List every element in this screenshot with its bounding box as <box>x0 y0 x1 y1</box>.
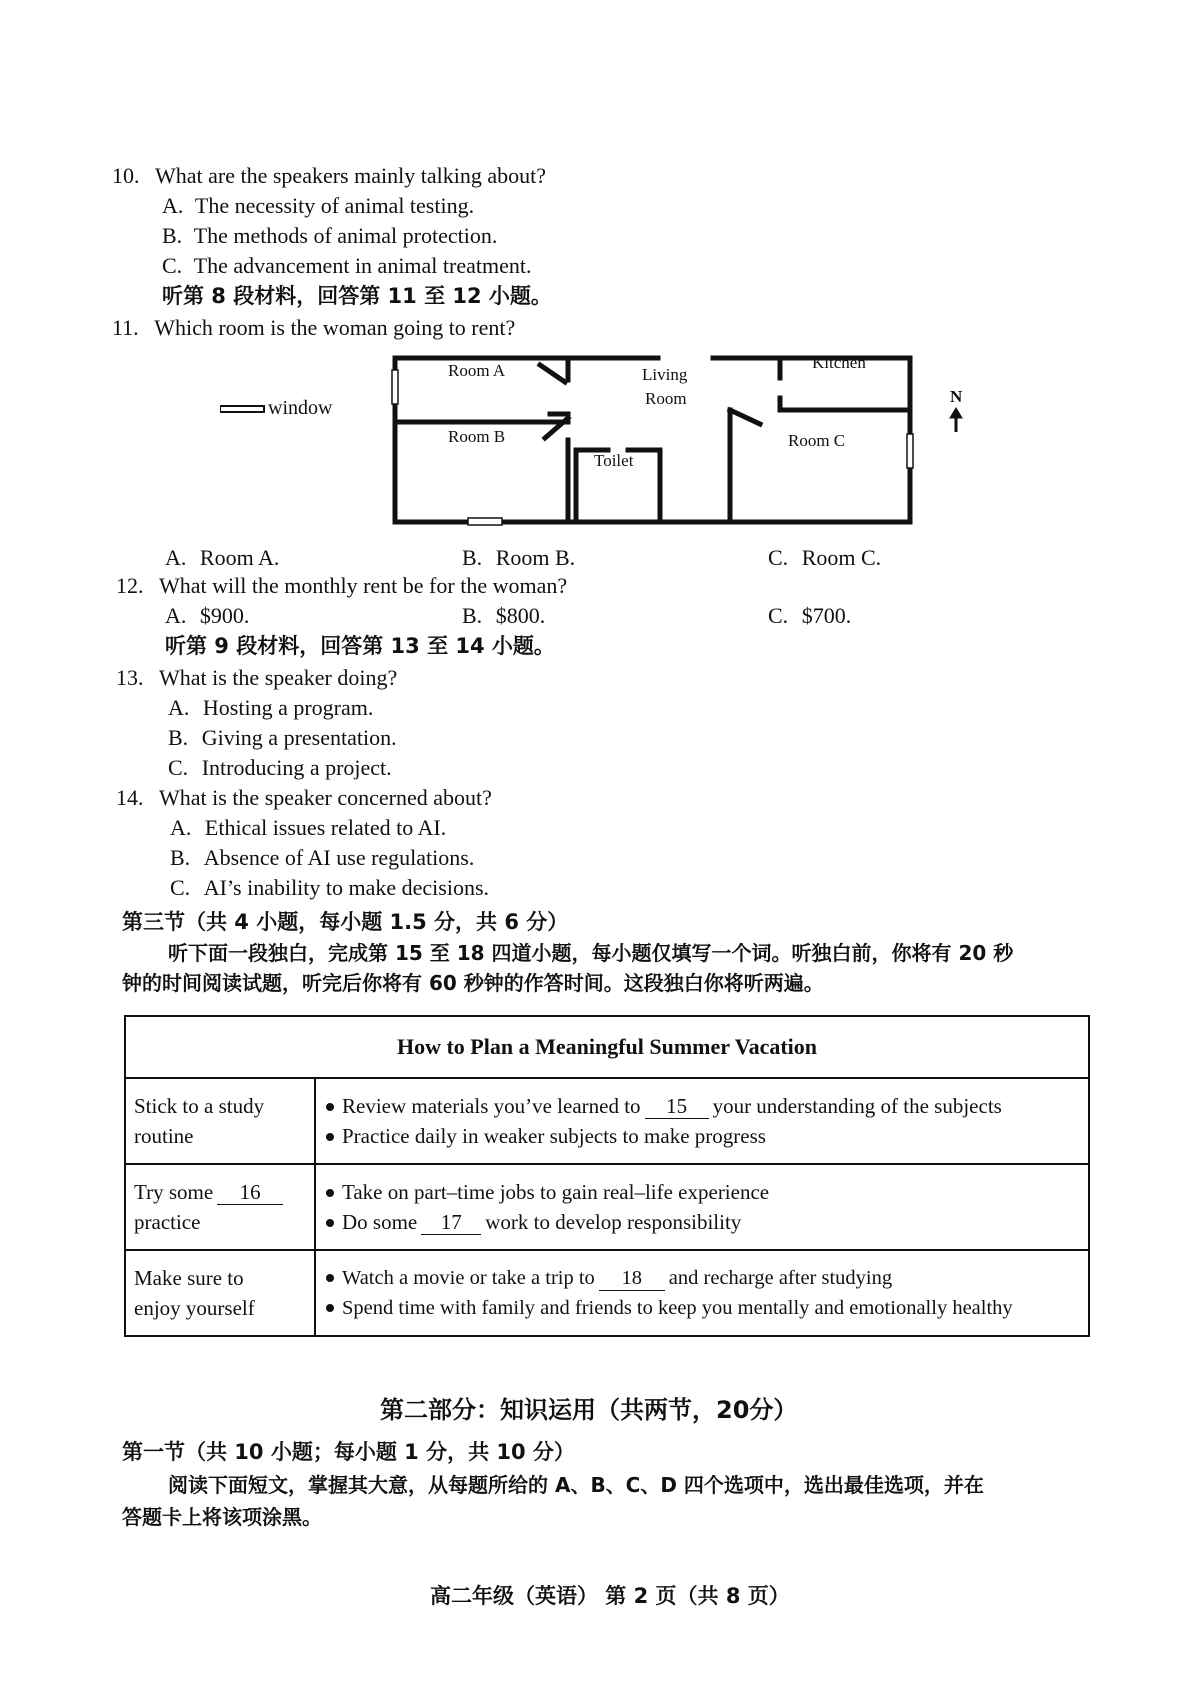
part2-instruction-line2: 答题卡上将该项涂黑。 <box>122 1505 322 1529</box>
row1-bullet-2: Practice daily in weaker subjects to make progress <box>324 1121 1080 1151</box>
table-row <box>125 1250 1089 1336</box>
q14-stem-text: What is the speaker concerned about? <box>159 785 492 810</box>
q13-stem <box>116 664 397 692</box>
bullet-icon <box>326 1103 334 1111</box>
q11-option-b: B. Room B. <box>462 545 576 570</box>
row3-bullet-1: Watch a movie or take a trip to 18 and recharge after studying <box>324 1263 1080 1293</box>
q11-stem-text: Which room is the woman going to rent? <box>154 315 516 340</box>
bullet-icon <box>326 1274 334 1282</box>
row1-category: Stick to a study routine <box>125 1078 315 1164</box>
label-living-2: Room <box>645 389 687 408</box>
q13-option-c: C. Introducing a project. <box>168 755 392 780</box>
row1-details <box>315 1078 1089 1164</box>
label-kitchen: Kitchen <box>812 353 866 372</box>
q12-stem <box>116 572 567 600</box>
bullet-icon <box>326 1219 334 1227</box>
row3-category: Make sure to enjoy yourself <box>125 1250 315 1336</box>
q13-stem-text: What is the speaker doing? <box>159 665 398 690</box>
blank-16[interactable]: 16 <box>217 1180 283 1205</box>
table-row <box>125 1078 1089 1164</box>
q10-number: 10. <box>112 163 140 188</box>
window-legend-symbol <box>220 406 264 412</box>
row3-details <box>315 1250 1089 1336</box>
window-left-wall <box>392 370 398 404</box>
summer-vacation-table <box>124 1015 1090 1337</box>
q13-option-a: A. Hosting a program. <box>168 695 374 720</box>
q11-option-c: C. Room C. <box>768 545 882 570</box>
table-title: How to Plan a Meaningful Summer Vacation <box>125 1016 1089 1078</box>
q10-stem <box>112 162 546 190</box>
row3-bullet-2: Spend time with family and friends to keep you mentally and emotionally healthy <box>324 1293 1080 1323</box>
q14-option-a: A. Ethical issues related to AI. <box>170 815 447 840</box>
floor-plan-diagram <box>220 350 980 530</box>
q10-option-c: C. The advancement in animal treatment. <box>162 253 532 278</box>
row2-details <box>315 1164 1089 1250</box>
door-roomA <box>540 365 565 382</box>
bullet-icon <box>326 1133 334 1141</box>
window-bottom-wall <box>468 518 502 525</box>
q14-option-c: C. AI’s inability to make decisions. <box>170 875 490 900</box>
q11-number: 11. <box>112 315 139 340</box>
q13-option-b: B. Giving a presentation. <box>168 725 397 750</box>
label-room-a: Room A <box>448 361 506 380</box>
q10-option-a: A. The necessity of animal testing. <box>162 193 475 218</box>
door-roomC <box>730 410 760 424</box>
q11-option-a: A. Room A. <box>165 545 280 570</box>
q10-option-b: B. The methods of animal protection. <box>162 223 498 248</box>
table-row <box>125 1164 1089 1250</box>
q12-stem-text: What will the monthly rent be for the woman? <box>159 573 568 598</box>
label-north: N <box>950 387 963 406</box>
row1-bullet-1: Review materials you’ve learned to 15 your understanding of the subjects <box>324 1091 1080 1121</box>
q12-number: 12. <box>116 573 144 598</box>
q14-option-b: B. Absence of AI use regulations. <box>170 845 475 870</box>
q12-option-b: B. $800. <box>462 603 546 628</box>
q14-stem <box>116 784 492 812</box>
q12-option-a: A. $900. <box>165 603 250 628</box>
blank-17[interactable]: 17 <box>421 1210 481 1235</box>
page-footer: 高二年级（英语） 第 2 页（共 8 页） <box>430 1584 790 1608</box>
part2-section1-heading: 第一节（共 10 小题；每小题 1 分，共 10 分） <box>122 1440 575 1464</box>
label-living-1: Living <box>642 365 688 384</box>
part2-instruction-line1: 阅读下面短文，掌握其大意，从每题所给的 A、B、C、D 四个选项中，选出最佳选项，并在 <box>168 1473 984 1497</box>
blank-18[interactable]: 18 <box>599 1266 665 1291</box>
section3-heading: 第三节（共 4 小题，每小题 1.5 分，共 6 分） <box>122 910 569 934</box>
q10-stem-text: What are the speakers mainly talking about? <box>155 163 546 188</box>
q12-option-c: C. $700. <box>768 603 852 628</box>
blank-15[interactable]: 15 <box>645 1094 709 1119</box>
bullet-icon <box>326 1304 334 1312</box>
section3-instruction-line1: 听下面一段独白，完成第 15 至 18 四道小题，每小题仅填写一个词。听独白前，你将有 20 秒 <box>168 941 1014 965</box>
bullet-icon <box>326 1189 334 1197</box>
window-right-wall <box>907 434 913 468</box>
q13-number: 13. <box>116 665 144 690</box>
row2-bullet-2: Do some 17 work to develop responsibility <box>324 1207 1080 1237</box>
section3-instruction-line2: 钟的时间阅读试题，听完后你将有 60 秒钟的作答时间。这段独白你将听两遍。 <box>122 971 824 995</box>
row2-bullet-1: Take on part–time jobs to gain real–life experience <box>324 1177 1080 1207</box>
label-room-c: Room C <box>788 431 846 450</box>
q11-stem <box>112 314 515 342</box>
part2-title: 第二部分：知识运用（共两节，20分） <box>380 1396 798 1424</box>
q14-number: 14. <box>116 785 144 810</box>
north-arrow-icon <box>950 408 962 432</box>
instruction-section8: 听第 8 段材料，回答第 11 至 12 小题。 <box>162 284 552 308</box>
label-room-b: Room B <box>448 427 506 446</box>
instruction-section9: 听第 9 段材料，回答第 13 至 14 小题。 <box>165 634 555 658</box>
window-legend-label: window <box>268 397 333 419</box>
label-toilet: Toilet <box>594 451 634 470</box>
row2-category: Try some 16 practice <box>125 1164 315 1250</box>
